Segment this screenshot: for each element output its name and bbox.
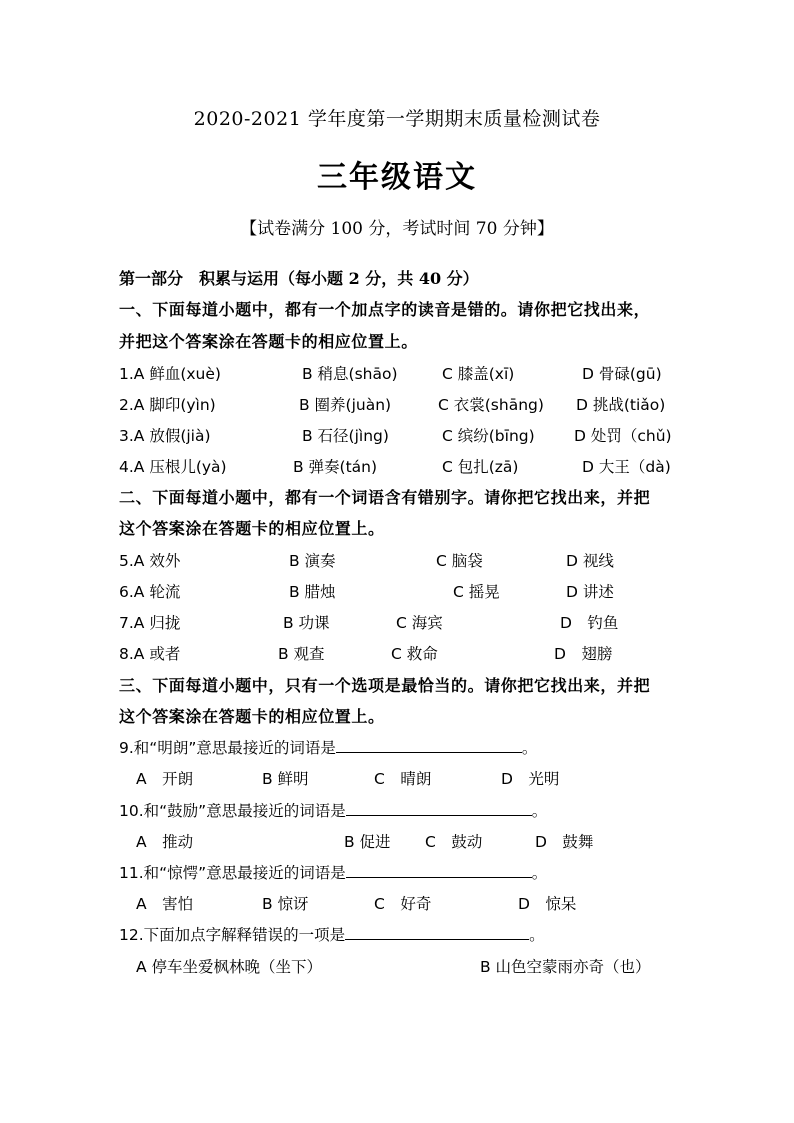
- q2-option-b: B 圈养(juàn): [299, 396, 392, 414]
- question-10-stem: [119, 799, 547, 821]
- q4-option-a: 4.A 压根儿(yà): [119, 458, 227, 476]
- q10-stem-end: 。: [531, 802, 548, 820]
- exam-info: 【试卷满分 100 分，考试时间 70 分钟】: [240, 219, 554, 239]
- q9-option-a: A 开朗: [136, 770, 194, 788]
- q11-stem-text: 11.和“惊愕”意思最接近的词语是: [119, 864, 346, 882]
- q7-option-c: C 海宾: [396, 614, 443, 632]
- q4-option-b: B 弹奏(tán): [293, 458, 378, 476]
- question-9-stem: [119, 736, 537, 758]
- sec1-instruction-line1: 一、下面每道小题中，都有一个加点字的读音是错的。请你把它找出来，: [119, 300, 651, 319]
- q10-option-a: A 推动: [136, 833, 194, 851]
- q1-option-d: D 骨碌(gū): [582, 365, 662, 383]
- q12-option-a: A 停车坐爱枫林晚（坐下）: [136, 958, 323, 976]
- q11-option-c: C 好奇: [374, 895, 432, 913]
- question-12-stem: [119, 923, 545, 945]
- q10-option-c: C 鼓动: [425, 833, 483, 851]
- q5-option-c: C 脑袋: [436, 552, 483, 570]
- q2-option-d: D 挑战(tiǎo): [576, 396, 666, 414]
- q5-option-a: 5.A 效外: [119, 552, 181, 570]
- q6-option-b: B 腊烛: [289, 583, 336, 601]
- question-11-stem: [119, 861, 547, 883]
- q9-answer-blank[interactable]: [336, 737, 522, 753]
- sec2-instruction-line2: 这个答案涂在答题卡的相应位置上。: [119, 519, 385, 538]
- q2-option-c: C 衣裳(shāng): [438, 396, 544, 414]
- q12-stem-end: 。: [529, 926, 545, 944]
- q5-option-b: B 演奏: [289, 552, 336, 570]
- q1-option-c: C 膝盖(xī): [442, 365, 515, 383]
- q5-option-d: D 视线: [566, 552, 614, 570]
- q9-stem-text: 9.和“明朗”意思最接近的词语是: [119, 739, 336, 757]
- q6-option-c: C 摇晃: [453, 583, 500, 601]
- sec1-instruction-line2: 并把这个答案涂在答题卡的相应位置上。: [119, 332, 418, 351]
- q1-option-b: B 稍息(shāo): [302, 365, 398, 383]
- q10-option-d: D 鼓舞: [535, 833, 594, 851]
- q12-answer-blank[interactable]: [345, 924, 529, 940]
- q9-option-b: B 鲜明: [262, 770, 309, 788]
- q1-option-a: 1.A 鲜血(xuè): [119, 365, 221, 383]
- q6-option-d: D 讲述: [566, 583, 614, 601]
- q9-option-d: D 光明: [501, 770, 560, 788]
- q8-option-a: 8.A 或者: [119, 645, 181, 663]
- q4-option-c: C 包扎(zā): [442, 458, 519, 476]
- q10-stem-text: 10.和“鼓励”意思最接近的词语是: [119, 802, 346, 820]
- q8-option-d: D 翅膀: [554, 645, 613, 663]
- q12-stem-text: 12.下面加点字解释错误的一项是: [119, 926, 346, 944]
- q11-option-a: A 害怕: [136, 895, 194, 913]
- q2-option-a: 2.A 脚印(yìn): [119, 396, 216, 414]
- q3-option-b: B 石径(jìng): [302, 427, 389, 445]
- q7-option-a: 7.A 归拢: [119, 614, 181, 632]
- sec2-instruction-line1: 二、下面每道小题中，都有一个词语含有错别字。请你把它找出来，并把: [119, 488, 651, 507]
- exam-title: 2020-2021 学年度第一学期期末质量检测试卷: [193, 108, 601, 130]
- q12-option-b: B 山色空蒙雨亦奇（也）: [480, 958, 651, 976]
- q3-option-c: C 缤纷(bīng): [442, 427, 535, 445]
- q11-stem-end: 。: [531, 864, 548, 882]
- q11-option-d: D 惊呆: [518, 895, 577, 913]
- q8-option-b: B 观查: [278, 645, 325, 663]
- q10-option-b: B 促进: [344, 833, 391, 851]
- sec3-instruction-line1: 三、下面每道小题中，只有一个选项是最恰当的。请你把它找出来，并把: [119, 676, 651, 695]
- q8-option-c: C 救命: [391, 645, 438, 663]
- q4-option-d: D 大王（dà): [582, 458, 671, 476]
- q10-answer-blank[interactable]: [346, 800, 532, 816]
- q7-option-d: D 钓鱼: [560, 614, 619, 632]
- q11-option-b: B 惊讶: [262, 895, 309, 913]
- q3-option-d: D 处罚（chǔ): [574, 427, 672, 445]
- part1-heading: 第一部分 积累与运用（每小题 2 分，共 40 分）: [119, 269, 479, 288]
- q11-answer-blank[interactable]: [346, 862, 532, 878]
- q6-option-a: 6.A 轮流: [119, 583, 181, 601]
- q9-stem-end: 。: [521, 739, 538, 757]
- q7-option-b: B 功课: [283, 614, 330, 632]
- subject-title: 三年级语文: [317, 160, 477, 195]
- q9-option-c: C 晴朗: [374, 770, 432, 788]
- sec3-instruction-line2: 这个答案涂在答题卡的相应位置上。: [119, 707, 385, 726]
- q3-option-a: 3.A 放假(jià): [119, 427, 211, 445]
